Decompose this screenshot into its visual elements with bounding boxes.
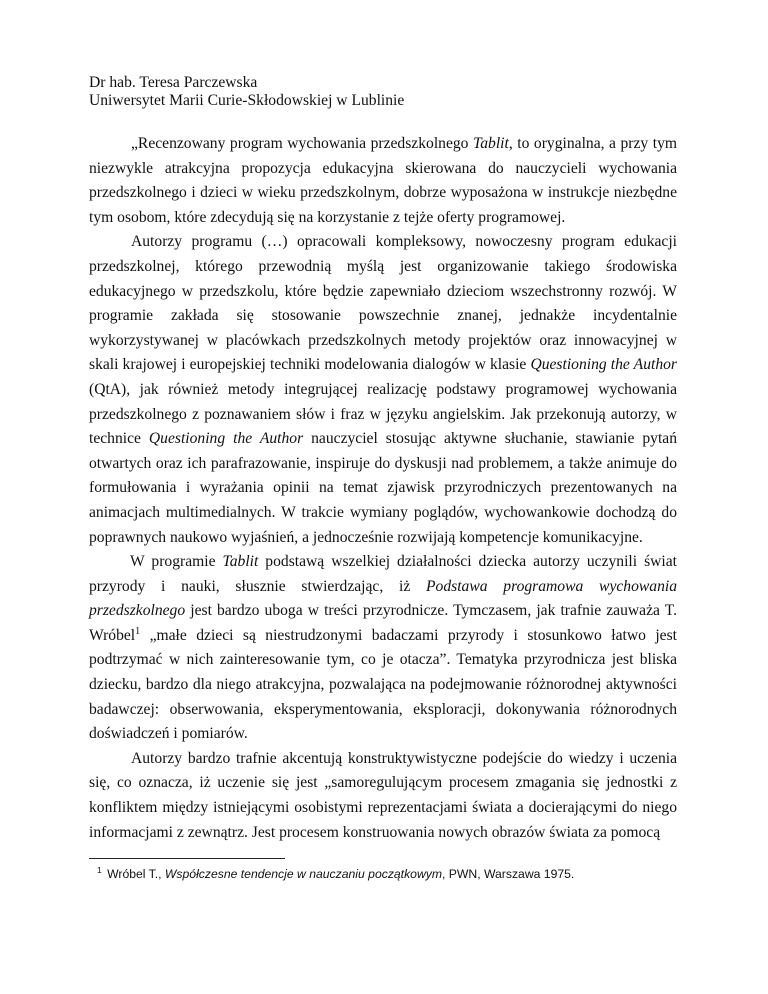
paragraph-3-text-c: jest bardzo uboga w treści przyrodnicze. Tymczasem, jak trafnie zauważa T. Wróbel <box>89 602 677 644</box>
author-affiliation: Uniwersytet Marii Curie-Skłodowskiej w Lublinie <box>89 92 405 109</box>
program-name-italic: Tablit <box>473 135 509 152</box>
podstawa-italic: Podstawa programowa wychowania przedszkolnego <box>89 577 678 620</box>
footnote <box>97 866 677 882</box>
paragraph-1 <box>89 132 677 230</box>
paragraph-2-text-c: nauczyciel stosując aktywne słuchanie, stawianie pytań otwartych oraz ich parafrazowanie, inspiruje do dyskusji nad problemem, a także animuje do formułowania i wyrażania opinii na temat zjawisk przyrodniczych prezentowanych na animacjach multimedialnych. W trakcie wymiany poglądów, wychowankowie dochodzą do poprawnych naukowo wyjaśnień, a jednocześnie rozwijają kompetencje komunikacyjne. <box>89 430 678 546</box>
paragraph-2-text-a: Autorzy programu (…) opracowali kompleksowy, nowoczesny program edukacji przedszkolnej, którego przewodnią myślą jest organizowanie takiego środowiska edukacyjnego w przedszkolu, które będzie zapewniało dzieciom wszechstronny rozwój. W programie zakłada się stosowanie powszechnie znanej, jednakże incydentalnie wykorzystywanej w placówkach przedszkolnych metody projektów oraz innowacyjnej w skali krajowej i europejskiej techniki modelowania dialogów w klasie <box>89 233 677 374</box>
paragraph-4 <box>89 747 677 845</box>
footnote-number: 1 <box>97 864 102 875</box>
paragraph-1-text-a: „Recenzowany program wychowania przedszkolnego <box>131 135 473 152</box>
footnote-separator <box>89 858 285 859</box>
qta-italic-1: Questioning the Author <box>530 356 677 374</box>
review-text <box>89 132 677 845</box>
paragraph-2 <box>89 230 677 550</box>
program-name-italic-2: Tablit <box>222 553 259 571</box>
author-name: Dr hab. Teresa Parczewska <box>89 74 258 91</box>
footnote-title-italic: Współczesne tendencje w nauczaniu początkowym <box>164 867 442 881</box>
paragraph-4-text: Autorzy bardzo trafnie akcentują konstruktywistyczne podejście do wiedzy i uczenia się, co oznacza, iż uczenie się jest „samoregulującym procesem zmagania się jednostki z konfliktem między istniejącymi osobistymi reprezentacjami świata a docierającymi do niego informacjami z zewnątrz. Jest procesem konstruowania nowych obrazów świata za pomocą <box>89 749 677 841</box>
footnote-text-a: Wróbel T., <box>103 867 165 881</box>
footnote-reference[interactable]: 1 <box>135 625 141 637</box>
paragraph-3-text-d: „małe dzieci są niestrudzonymi badaczami przyrody i stosunkowo łatwo jest podtrzymać w nich zainteresowanie tym, co je otacza”. Tematyka przyrodnicza jest bliska dziecku, bardzo dla niego atrakcyjna, pozwalająca na podejmowanie różnorodnej aktywności badawczej: obserwowania, eksperymentowania, eksploracji, dokonywania różnorodnych doświadczeń i pomiarów. <box>89 626 677 743</box>
qta-italic-2: Questioning the Author <box>148 430 304 448</box>
paragraph-2-text-b: (QtA), jak również metody integrującej realizację podstawy programowej wychowania przedszkolnego z poznawaniem słów i fraz w języku angielskim. Jak przekonują autorzy, w technice <box>89 380 677 448</box>
paragraph-3-text-a: W programie <box>130 553 223 571</box>
paragraph-3-text-b: podstawą wszelkiej działalności dziecka autorzy uczynili świat przyrody i nauki, słusznie stwierdzając, iż <box>89 553 677 595</box>
paragraph-1-text-b: , to oryginalna, a przy tym niezwykle atrakcyjna propozycja edukacyjna skierowana do nauczycieli wychowania przedszkolnego i dzieci w wieku przedszkolnym, dobrze wyposażona w instrukcje niezbędne tym osobom, które zdecydują się na korzystanie z tejże oferty programowej. <box>89 135 677 226</box>
footnote-text-b: , PWN, Warszawa 1975. <box>442 867 575 881</box>
paragraph-3 <box>89 550 677 747</box>
